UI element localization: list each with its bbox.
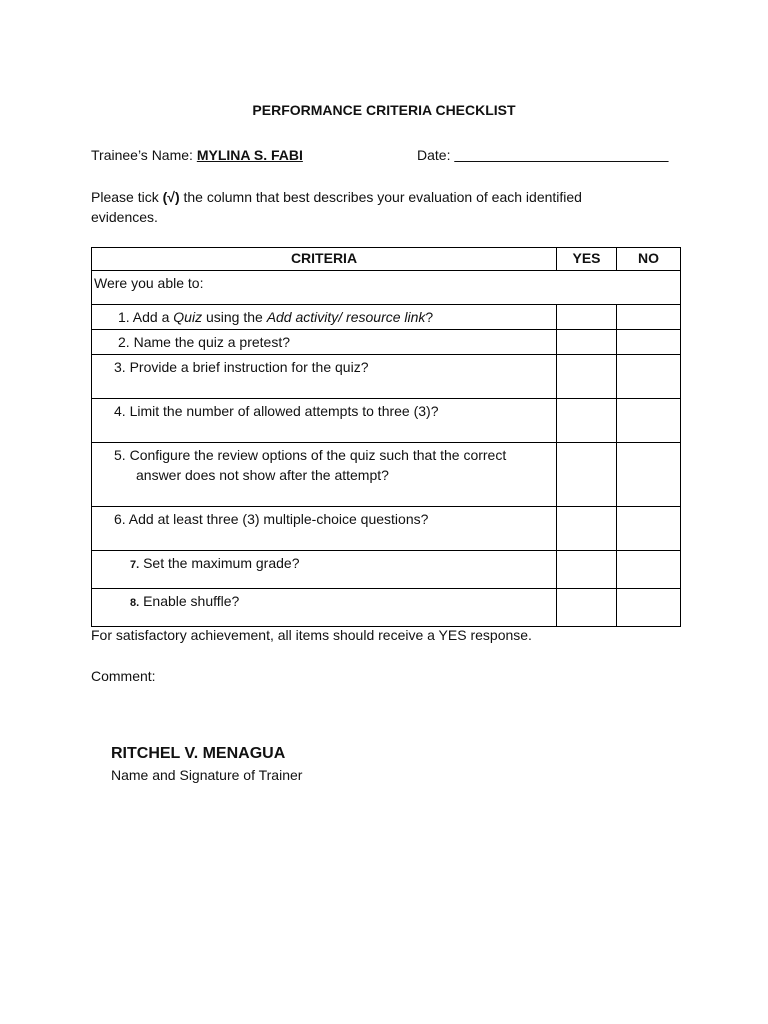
item-text: ? <box>425 309 434 325</box>
criteria-item-8 <box>92 589 556 615</box>
item-number: 2. <box>118 334 134 350</box>
item-text: using the <box>202 309 267 325</box>
criteria-item-4 <box>92 399 556 423</box>
criteria-item-6 <box>92 507 556 531</box>
item-text: Name the quiz a pretest? <box>133 334 290 350</box>
yes-cell[interactable] <box>557 355 617 399</box>
item-number: 3. <box>114 359 130 375</box>
no-cell[interactable] <box>617 305 681 330</box>
no-cell[interactable] <box>617 330 681 355</box>
table-row <box>92 355 681 399</box>
item-number: 1. <box>118 309 133 325</box>
instruction-text <box>91 187 651 227</box>
yes-cell[interactable] <box>557 551 617 589</box>
no-cell[interactable] <box>617 443 681 507</box>
table-row <box>92 399 681 443</box>
yes-cell[interactable] <box>557 507 617 551</box>
trainee-name-row <box>91 147 303 163</box>
item-text: Add at least three (3) multiple-choice questions? <box>128 511 429 527</box>
item-text: Add a <box>132 309 174 325</box>
item-text: Enable shuffle? <box>139 593 240 609</box>
yes-cell[interactable] <box>557 443 617 507</box>
instruction-pre: Please tick <box>91 189 163 205</box>
criteria-item-5 <box>92 443 556 487</box>
table-row <box>92 551 681 589</box>
item-text-italic: Quiz <box>173 309 203 325</box>
header-criteria: CRITERIA <box>92 248 557 271</box>
trainer-name: RITCHEL V. MENAGUA <box>111 745 286 762</box>
criteria-table <box>91 247 681 627</box>
yes-cell[interactable] <box>557 399 617 443</box>
item-text: Provide a brief instruction for the quiz? <box>129 359 369 375</box>
item-text: Configure the review options of the quiz such that the correct <box>129 447 507 463</box>
table-row <box>92 507 681 551</box>
no-cell[interactable] <box>617 551 681 589</box>
table-row <box>92 589 681 627</box>
item-number: 6. <box>114 511 129 527</box>
table-row <box>92 305 681 330</box>
item-number: 8. <box>130 597 140 609</box>
no-cell[interactable] <box>617 507 681 551</box>
item-number: 4. <box>114 403 130 419</box>
item-number: 7. <box>130 559 140 571</box>
table-row <box>92 443 681 507</box>
trainee-name-label: Trainee’s Name: <box>91 147 197 163</box>
item-number: 5. <box>114 447 130 463</box>
criteria-item-1 <box>92 305 556 329</box>
item-text-continued: answer does not show after the attempt? <box>136 467 389 483</box>
header-no: NO <box>617 248 681 271</box>
tick-mark: (√) <box>162 189 180 205</box>
trainee-name-value: MYLINA S. FABI <box>196 147 303 163</box>
intro-row <box>92 271 681 305</box>
yes-cell[interactable] <box>557 305 617 330</box>
item-text-italic: Add activity/ resource link <box>266 309 426 325</box>
header-yes: YES <box>557 248 617 271</box>
yes-cell[interactable] <box>557 330 617 355</box>
criteria-item-2 <box>92 330 556 354</box>
no-cell[interactable] <box>617 589 681 627</box>
date-blank-line: _ __________________________ <box>454 147 669 163</box>
comment-label: Comment: <box>91 668 156 684</box>
date-label: Date: <box>417 147 455 163</box>
intro-text: Were you able to: <box>94 275 204 291</box>
criteria-item-7 <box>92 551 556 577</box>
no-cell[interactable] <box>617 355 681 399</box>
satisfactory-note: For satisfactory achievement, all items should receive a YES response. <box>91 627 532 643</box>
no-cell[interactable] <box>617 399 681 443</box>
date-row <box>417 147 668 163</box>
criteria-item-3 <box>92 355 556 379</box>
instruction-post: the column that best describes your evaluation of each identified evidences. <box>91 189 582 225</box>
item-text: Set the maximum grade? <box>139 555 300 571</box>
table-header-row <box>92 248 681 271</box>
page-title: PERFORMANCE CRITERIA CHECKLIST <box>252 102 516 118</box>
yes-cell[interactable] <box>557 589 617 627</box>
trainer-signature-label: Name and Signature of Trainer <box>111 767 303 783</box>
table-row <box>92 330 681 355</box>
item-text: Limit the number of allowed attempts to three (3)? <box>129 403 439 419</box>
